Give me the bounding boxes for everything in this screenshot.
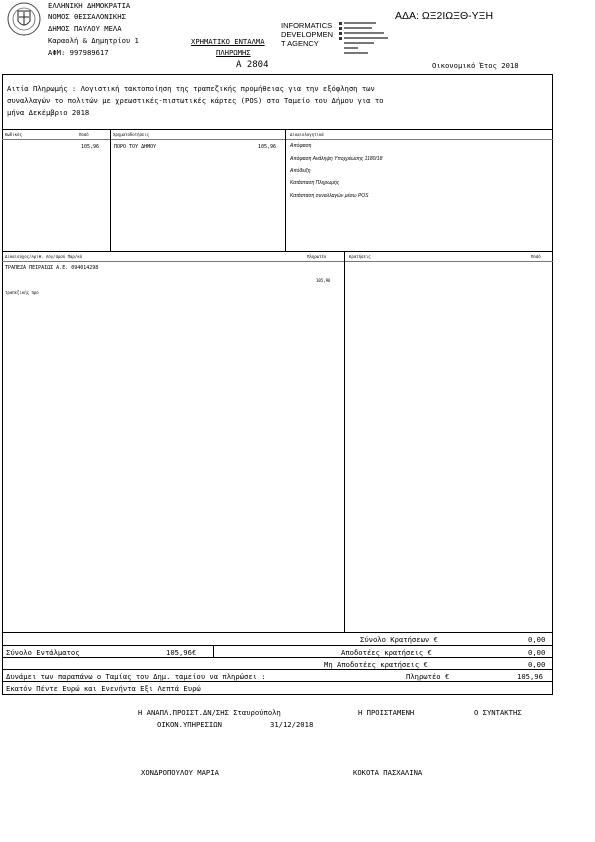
org-line-1: ΕΛΛΗΝΙΚΗ ΔΗΜΟΚΡΑΤΙΑ [48,1,131,10]
withheld-value: 0,00 [528,648,546,657]
signatory-1-title-cont: ΟΙΚΟΝ.ΥΠΗΡΕΣΙΩΝ [157,720,222,729]
amount-in-words: Εκατόν Πέντε Ευρώ και Ενενήντα Εξι Λεπτά Ευρώ [6,684,201,693]
beneficiary-header: Δικαιούχος/Αριθ. Λογ/σμού Παρ/κό [5,254,83,259]
obligation-header: Χρηματοδοτήσεις [113,132,150,137]
supporting-doc-1: Απόφαση [290,143,312,149]
payment-cause-line-1: Αιτία Πληρωμής : Λογιστική τακτοποίηση της τραπεζικής προμήθειας για την εξόφληση των [7,84,375,93]
ada-code: ΑΔΑ: ΩΞ2ΙΩΞΘ-ΥΞΗ [395,10,494,22]
beneficiary-reference-cont: τραπεζικής προ [5,290,39,295]
funding-amount: 105,96 [258,144,277,150]
deductions-header: Κρατήσεις [349,254,371,259]
fiscal-year: Οικονομικό Έτος 2018 [432,61,519,70]
warrant-total-value: 105,96€ [166,648,197,657]
not-withheld-label: Μη Αποδοτέες κρατήσεις € [324,660,428,669]
signature-date: 31/12/2018 [270,720,314,729]
payment-cause-line-3: μήνα Δεκέμβριο 2018 [7,108,90,117]
signatory-2-name: ΚΟΚΟΤΑ ΠΑΣΧΑΛΙΝΑ [353,768,423,777]
coat-of-arms-seal [6,1,42,37]
withheld-label: Αποδοτέες κρατήσεις € [341,648,432,657]
doc-title-line-2: ΠΛΗΡΩΜΗΣ [216,48,251,57]
digital-signature-stamp [338,21,398,57]
doc-title-line-1: ΧΡΗΜΑΤΙΚΟ ΕΝΤΑΛΜΑ [191,37,265,46]
beneficiary-amount: 105,96 [316,278,331,283]
budget-code-amount: 105,96 [81,144,100,150]
payment-cause-line-2: συναλλαγών το πολιτών με χρεωστικές-πιστωτικές κάρτες (POS) στο Ταμείο του Δήμου για το [7,96,384,105]
payable-total-label: Πληρωτέο € [406,672,450,681]
stamp-line-2: DEVELOPMEN [281,30,334,39]
org-line-2: ΝΟΜΟΣ ΘΕΣΣΑΛΟΝΙΚΗΣ [48,12,126,21]
beneficiary-name: ΤΡΑΠΕΖΑ ΠΕΙΡΑΙΩΣ Α.Ε. 094014298 [5,265,99,271]
org-line-3: ΔΗΜΟΣ ΠΑΥΛΟΥ ΜΕΛΑ [48,24,122,33]
supporting-doc-2: Απόφαση Ανάληψη Υποχρέωσης 1180/18 [290,156,383,162]
code-amount-header: Ποσό [79,132,89,137]
doc-number: Α 2804 [236,60,269,70]
supporting-doc-3: Απόδειξη [290,168,311,174]
deductions-total-value: 0,00 [528,635,546,644]
stamp-line-1: INFORMATICS [281,21,333,30]
org-vat: ΑΦΜ: 997989617 [48,48,109,57]
signatory-1-name: ΧΟΝΔΡΟΠΟΥΛΟΥ ΜΑΡΙΑ [141,768,219,777]
supporting-doc-5: Κατάσταση συναλλαγών μέσω POS [290,193,369,199]
cashier-instruction: Δυνάμει των παραπάνω ο Ταμίας του Δημ. ταμείου να πληρώσει : [6,672,266,681]
payable-total-value: 105,96 [517,672,543,681]
documents-header: Δικαιολογητικά [290,132,324,137]
code-header: Κωδικός [5,132,22,137]
deductions-amount-header: Ποσό [531,254,541,259]
payable-header: Πληρωτέο [307,254,327,259]
deductions-total-label: Σύνολο Κρατήσεων € [360,635,438,644]
stamp-line-3: T AGENCY [281,39,319,48]
not-withheld-value: 0,00 [528,660,546,669]
funding-source: ΠΟΡΟ ΤΟΥ ΔΗΜΟΥ [114,144,157,150]
org-address: Καραολή & Δημητρίου 1 [48,36,139,45]
signatory-1-title: Η ΑΝΑΠΛ.ΠΡΟΙΣΤ.ΔΝ/ΣΗΣ Σταυρούπολη [138,708,281,717]
warrant-total-label: Σύνολο Εντάλματος [6,648,80,657]
signatory-2-title: Η ΠΡΟΙΣΤΑΜΕΝΗ [358,708,415,717]
supporting-doc-4: Κατάσταση Πληρωμής [290,180,340,186]
signatory-3-title: Ο ΣΥΝΤΑΚΤΗΣ [474,708,522,717]
